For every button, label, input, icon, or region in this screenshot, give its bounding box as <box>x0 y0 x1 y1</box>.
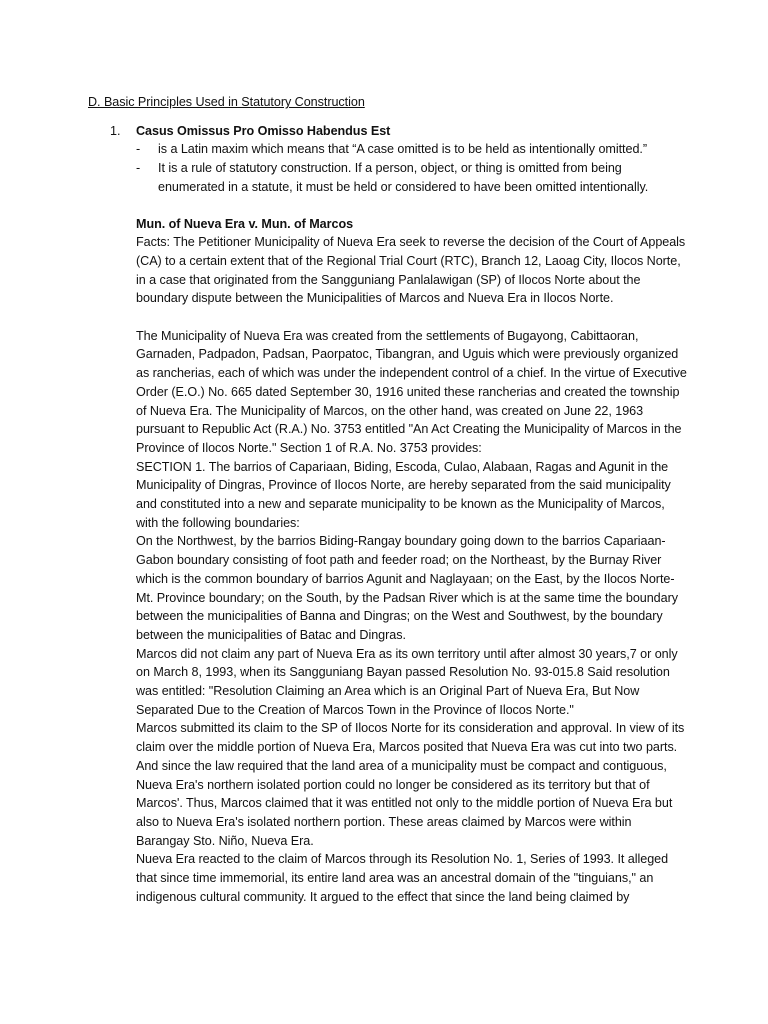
bullet-item <box>88 140 688 159</box>
bullet-text: It is a rule of statutory construction. If a person, object, or thing is omitted from being enumerated in a statute, it must be held or considered to have been omitted intentionally. <box>158 161 649 194</box>
case-paragraph: Marcos submitted its claim to the SP of Ilocos Norte for its consideration and approval. In view of its claim over the middle portion of Nueva Era, Marcos posited that Nueva Era was cut into two parts. And since the law required that the land area of a municipality must be compact and contiguous, Nueva Era's northern isolated portion could no longer be considered as its territory but that of Marcos'. Thus, Marcos claimed that it was entitled not only to the middle portion of Nueva Era but also to Nueva Era's isolated northern portion. These areas claimed by Marcos were within Barangay Sto. Niño, Nueva Era. <box>136 721 685 848</box>
case-paragraph: On the Northwest, by the barrios Biding-Rangay boundary going down to the barrios Capariaan-Gabon boundary consisting of foot path and feeder road; on the Northeast, by the Burnay River which is the common boundary of barrios Agunit and Naglayaan; on the East, by the Ilocos Norte-Mt. Province boundary; on the South, by the Padsan River which is at the same time the boundary between the municipalities of Banna and Dingras; on the West and Southwest, by the boundary between the municipalities of Batac and Dingras. <box>136 534 678 642</box>
section-heading: D. Basic Principles Used in Statutory Construction <box>88 95 365 109</box>
document-body <box>88 93 688 907</box>
case-paragraph: SECTION 1. The barrios of Capariaan, Biding, Escoda, Culao, Alabaan, Ragas and Agunit in the Municipality of Dingras, Province of Ilocos Norte, are hereby separated from the said municipality and constituted into a new and separate municipality to be known as the Municipality of Marcos, with the following boundaries: <box>136 459 671 530</box>
principle-title-text: Casus Omissus Pro Omisso Habendus Est <box>136 123 391 138</box>
paragraph-spacer <box>136 308 688 327</box>
principle-number: 1. <box>110 123 121 138</box>
case-facts: Facts: The Petitioner Municipality of Nueva Era seek to reverse the decision of the Court of Appeals (CA) to a certain extent that of the Regional Trial Court (RTC), Branch 12, Laoag City, Ilocos Norte, in a case that originated from the Sangguniang Panlalawigan (SP) of Ilocos Norte about the boundary dispute between the Municipalities of Marcos and Nueva Era in Ilocos Norte. <box>136 235 686 306</box>
principle-title <box>88 122 688 141</box>
bullet-dash: - <box>136 142 141 157</box>
principle-bullets <box>88 140 688 196</box>
case-title: Mun. of Nueva Era v. Mun. of Marcos <box>136 216 354 231</box>
case-paragraph: Nueva Era reacted to the claim of Marcos through its Resolution No. 1, Series of 1993. It alleged that since time immemorial, its entire land area was an ancestral domain of the "tinguians," an indigenous cultural community. It argued to the effect that since the land being claimed by <box>136 852 669 904</box>
case-paragraph: The Municipality of Nueva Era was created from the settlements of Bugayong, Cabittaoran, Garnaden, Padpadon, Padsan, Paorpatoc, Tibangran, and Uguis which were previously organized as rancherias, each of which was under the independent control of a chief. In the virtue of Executive Order (E.O.) No. 665 dated September 30, 1916 united these rancherias and created the township of Nueva Era. The Municipality of Marcos, on the other hand, was created on June 22, 1963 pursuant to Republic Act (R.A.) No. 3753 entitled "An Act Creating the Municipality of Marcos in the Province of Ilocos Norte." Section 1 of R.A. No. 3753 provides: <box>136 328 687 455</box>
bullet-text: is a Latin maxim which means that “A case omitted is to be held as intentionally omitted.” <box>158 142 647 157</box>
case-paragraph: Marcos did not claim any part of Nueva Era as its own territory until after almost 30 years,7 or only on March 8, 1993, when its Sangguniang Bayan passed Resolution No. 93-015.8 Said resolution was entitled: "Resolution Claiming an Area which is an Original Part of Nueva Era, But Now Separated Due to the Creation of Marcos Town in the Province of Ilocos Norte." <box>136 646 678 717</box>
case-digest <box>88 215 688 907</box>
bullet-dash: - <box>136 161 141 176</box>
bullet-item <box>88 159 688 196</box>
